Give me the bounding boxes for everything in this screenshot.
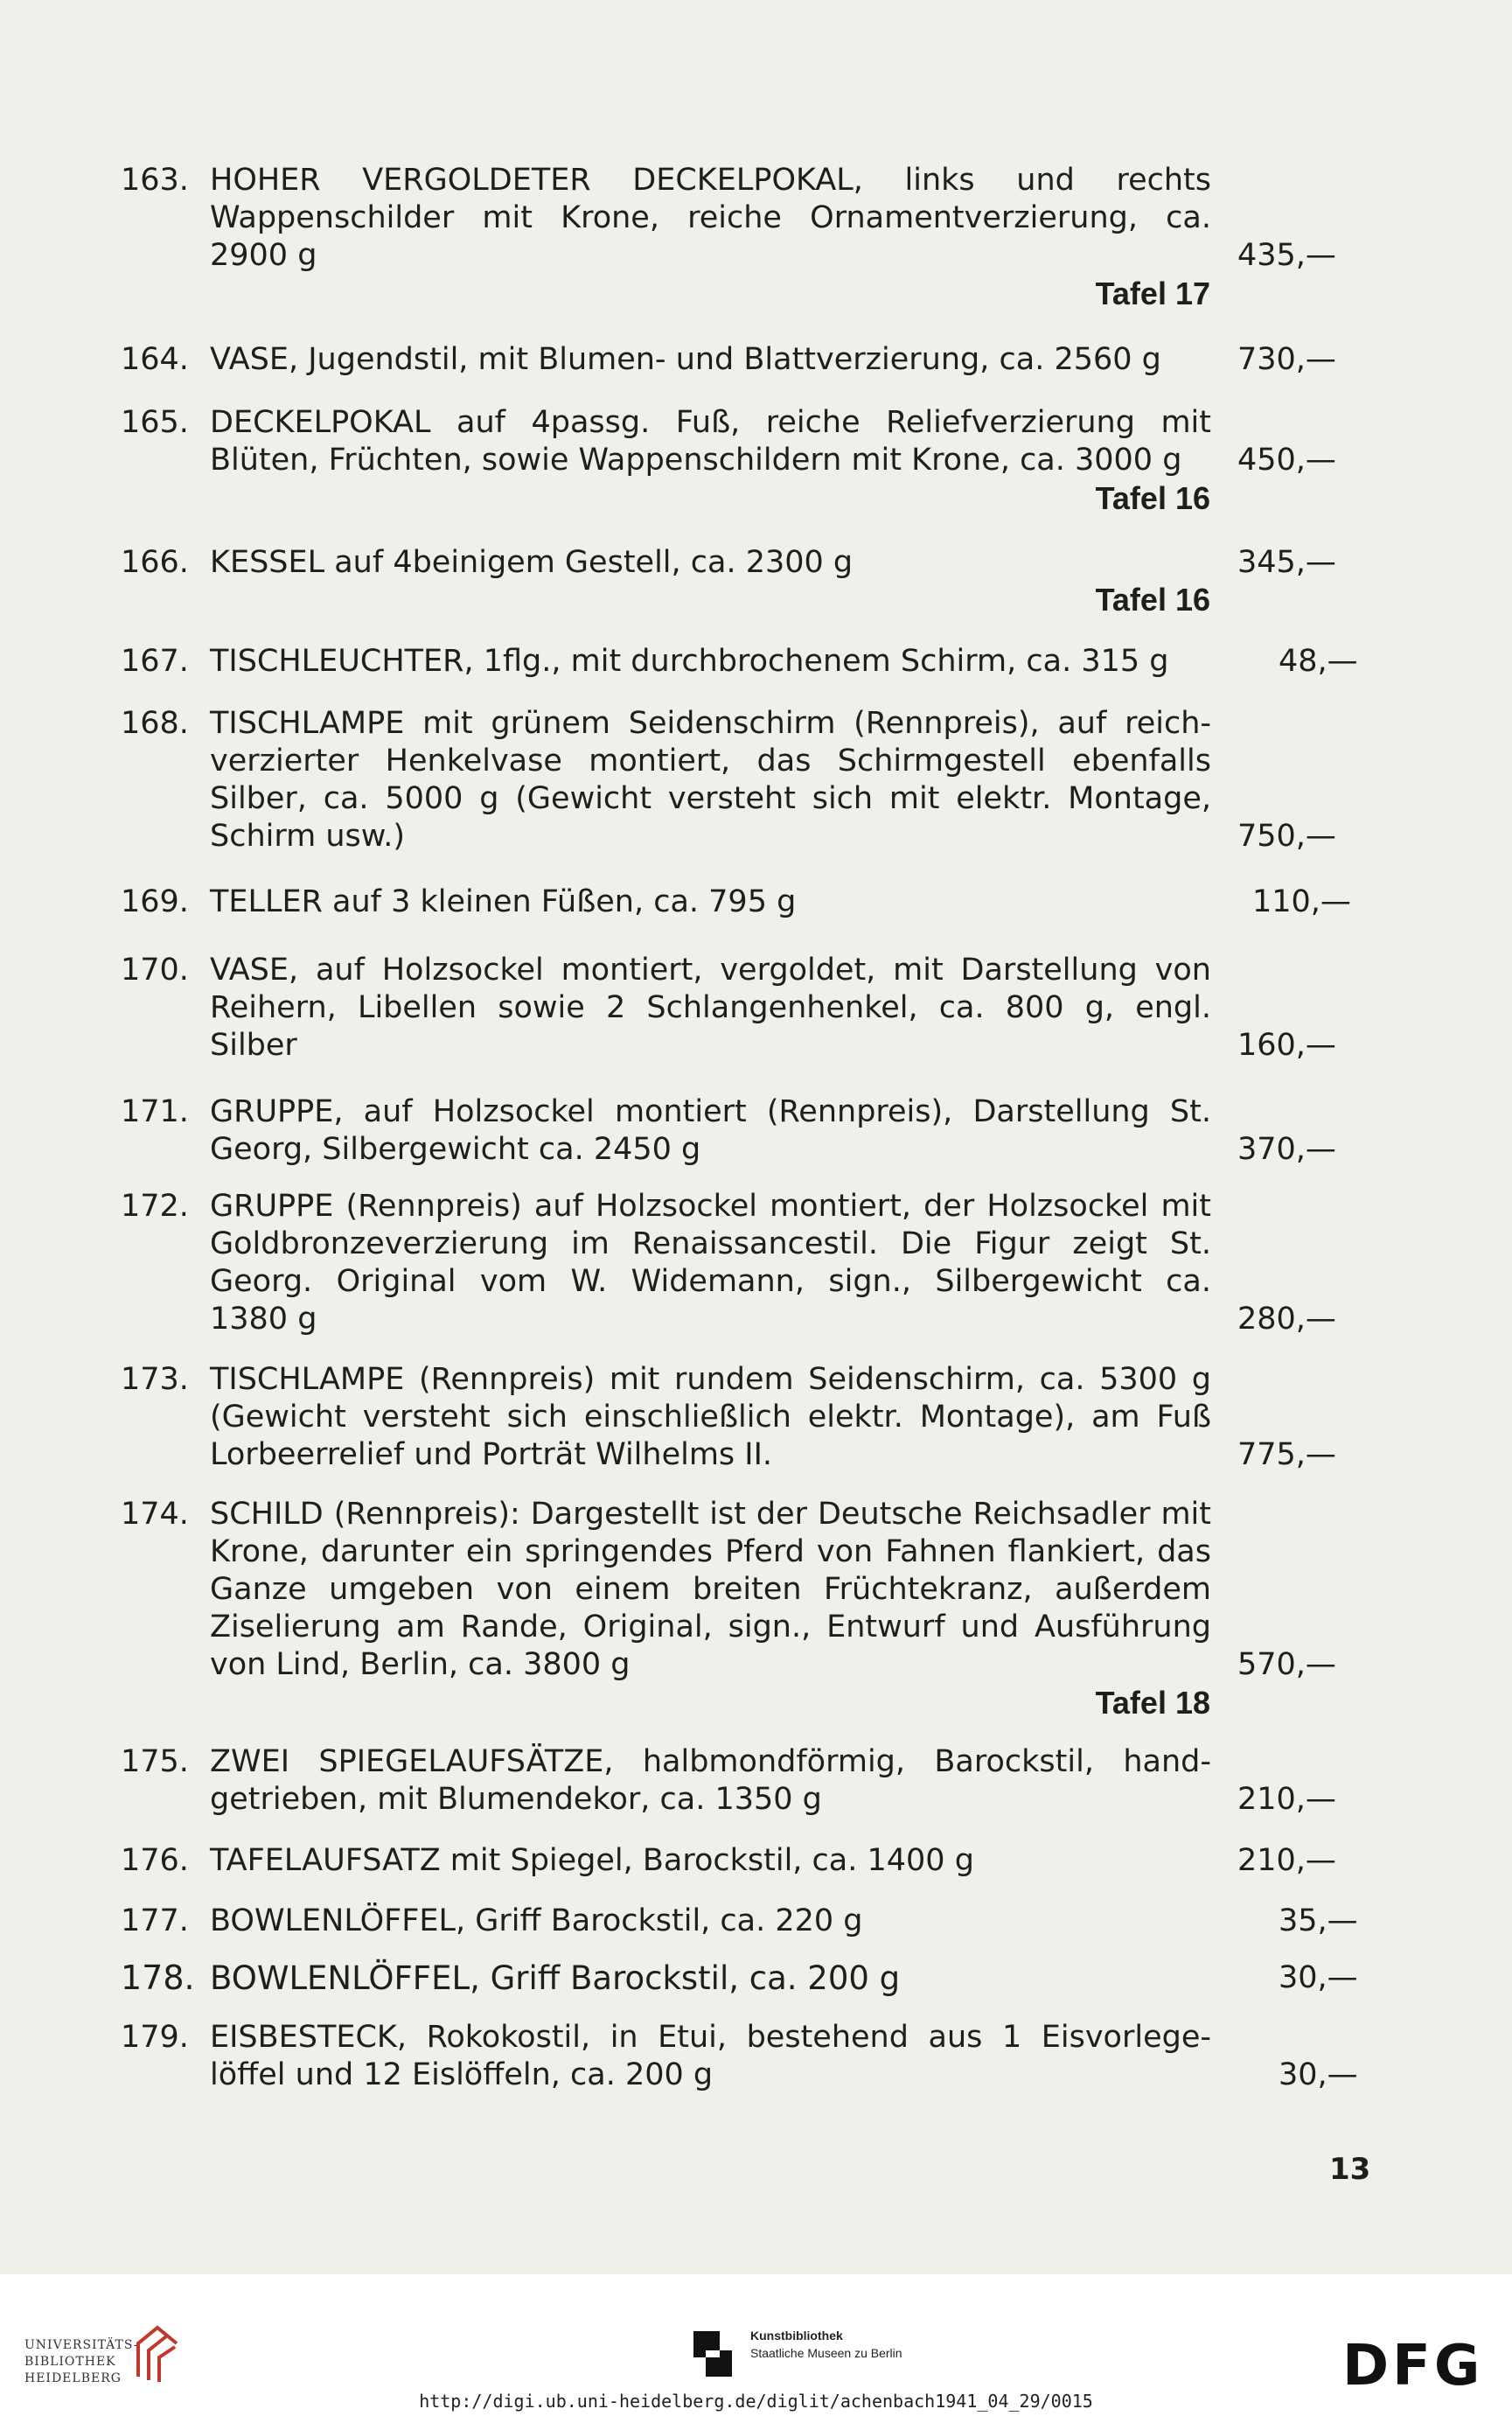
- entry-line: Ziselierung am Rande, Original, sign., Entwurf und Ausführung: [210, 1610, 1211, 1644]
- entry-price: 210,—: [1237, 1843, 1336, 1878]
- kunstbibliothek-logo-text: [750, 2327, 978, 2362]
- entry-line: HOHER VERGOLDETER DECKELPOKAL, links und rechts: [210, 163, 1211, 198]
- entry-number: 172.: [121, 1189, 189, 1224]
- kunstbibliothek-subtitle: Staatliche Museen zu Berlin: [750, 2346, 902, 2360]
- entry-description: [210, 1496, 1211, 1684]
- entry-line: löffel und 12 Eislöffeln, ca. 200 g: [210, 2057, 714, 2092]
- entry-line: Georg. Original vom W. Widemann, sign., Silbergewicht ca.: [210, 1264, 1211, 1299]
- entry-price: 110,—: [1252, 884, 1351, 919]
- entry-line: VASE, auf Holzsockel montiert, vergoldet, mit Darstellung von: [210, 953, 1211, 988]
- entry-line: DECKELPOKAL auf 4passg. Fuß, reiche Reliefverzierung mit: [210, 405, 1211, 440]
- entry-price: 210,—: [1237, 1782, 1336, 1817]
- entry-line: BOWLENLÖFFEL, Griff Barockstil, ca. 200 g: [210, 1959, 901, 1997]
- entry-line: VASE, Jugendstil, mit Blumen- und Blattverzierung, ca. 2560 g: [210, 342, 1161, 377]
- entry-number: 176.: [121, 1843, 189, 1878]
- entry-number: 177.: [121, 1903, 189, 1938]
- entry-price: 730,—: [1237, 342, 1336, 377]
- heidelberg-library-logo-text: [24, 2337, 147, 2387]
- entry-number: 171.: [121, 1094, 189, 1129]
- entry-line: TISCHLAMPE (Rennpreis) mit rundem Seidenschirm, ca. 5300 g: [210, 1362, 1211, 1397]
- entry-line: Goldbronzeverzierung im Renaissancestil. Die Figur zeigt St.: [210, 1226, 1211, 1261]
- page-number: 13: [1329, 2152, 1371, 2187]
- entry-line: getrieben, mit Blumendekor, ca. 1350 g: [210, 1782, 822, 1817]
- entry-description: [210, 1959, 1211, 1997]
- entry-description: [210, 1842, 1211, 1880]
- entry-description: [210, 1743, 1211, 1819]
- entry-description: [210, 643, 1211, 681]
- entry-price: 35,—: [1279, 1903, 1358, 1938]
- heidelberg-library-logo-icon: [131, 2322, 184, 2385]
- entry-description: [210, 1361, 1211, 1474]
- entry-line: Blüten, Früchten, sowie Wappenschildern mit Krone, ca. 3000 g: [210, 443, 1182, 478]
- entry-line: Krone, darunter ein springendes Pferd von Fahnen flankiert, das: [210, 1534, 1211, 1569]
- entry-line: Silber, ca. 5000 g (Gewicht versteht sich mit elektr. Montage,: [210, 781, 1211, 816]
- entry-line: Georg, Silbergewicht ca. 2450 g: [210, 1132, 701, 1167]
- entry-description: [210, 2019, 1211, 2094]
- entry-line: Wappenschilder mit Krone, reiche Ornamentverzierung, ca.: [210, 200, 1211, 235]
- entry-price: 30,—: [1279, 1960, 1358, 1995]
- logo-line: UNIVERSITÄTS-: [24, 2338, 139, 2352]
- entry-price: 775,—: [1237, 1437, 1336, 1472]
- entry-line: TAFELAUFSATZ mit Spiegel, Barockstil, ca. 1400 g: [210, 1843, 974, 1878]
- entry-price: 48,—: [1279, 644, 1358, 679]
- entry-number: 170.: [121, 953, 189, 988]
- entry-line: TISCHLEUCHTER, 1flg., mit durchbrochenem Schirm, ca. 315 g: [210, 644, 1169, 679]
- dfg-logo: DFG: [1342, 2334, 1484, 2399]
- entry-price: 435,—: [1237, 238, 1336, 273]
- logo-line: HEIDELBERG: [24, 2371, 122, 2385]
- source-url[interactable]: http://digi.ub.uni-heidelberg.de/diglit/achenbach1941_04_29/0015: [419, 2391, 1093, 2412]
- entry-description: [210, 952, 1211, 1065]
- entry-price: 30,—: [1279, 2057, 1358, 2092]
- kunstbibliothek-logo-icon: [693, 2331, 739, 2377]
- entry-line: Schirm usw.): [210, 819, 405, 854]
- entry-price: 450,—: [1237, 443, 1336, 478]
- entry-number: 169.: [121, 884, 189, 919]
- entry-description: [210, 1188, 1211, 1338]
- entry-line: Reihern, Libellen sowie 2 Schlangenhenkel, ca. 800 g, engl.: [210, 990, 1211, 1025]
- entry-description: [210, 162, 1211, 275]
- entry-line: BOWLENLÖFFEL, Griff Barockstil, ca. 220 g: [210, 1903, 863, 1938]
- entry-number: 168.: [121, 706, 189, 741]
- entry-description: [210, 1093, 1211, 1169]
- entry-price: 370,—: [1237, 1132, 1336, 1167]
- entry-plate-reference: Tafel 16: [1095, 582, 1210, 618]
- kunstbibliothek-name: Kunstbibliothek: [750, 2329, 843, 2343]
- entry-number: 175.: [121, 1744, 189, 1779]
- entry-line: Lorbeerrelief und Porträt Wilhelms II.: [210, 1437, 773, 1472]
- entry-price: 750,—: [1237, 819, 1336, 854]
- entry-number: 166.: [121, 545, 189, 580]
- entry-number: 179.: [121, 2020, 189, 2055]
- entry-number: 173.: [121, 1362, 189, 1397]
- entry-number: 165.: [121, 405, 189, 440]
- entry-description: [210, 883, 1211, 921]
- entry-line: EISBESTECK, Rokokostil, in Etui, bestehend aus 1 Eisvorlege-: [210, 2020, 1211, 2055]
- entry-plate-reference: Tafel 18: [1095, 1685, 1210, 1721]
- entry-line: GRUPPE (Rennpreis) auf Holzsockel montiert, der Holzsockel mit: [210, 1189, 1211, 1224]
- entry-line: verzierter Henkelvase montiert, das Schirmgestell ebenfalls: [210, 744, 1211, 779]
- entry-plate-reference: Tafel 16: [1095, 480, 1210, 516]
- entry-line: TELLER auf 3 kleinen Füßen, ca. 795 g: [210, 884, 797, 919]
- entry-number: 167.: [121, 644, 189, 679]
- entry-price: 280,—: [1237, 1302, 1336, 1337]
- entry-description: [210, 341, 1211, 379]
- entry-line: Silber: [210, 1028, 297, 1063]
- entry-price: 345,—: [1237, 545, 1336, 580]
- entry-line: 1380 g: [210, 1302, 317, 1337]
- entry-number: 178.: [121, 1959, 195, 1997]
- entry-description: [210, 1903, 1211, 1940]
- entry-price: 160,—: [1237, 1028, 1336, 1063]
- entry-number: 174.: [121, 1497, 189, 1532]
- entry-line: GRUPPE, auf Holzsockel montiert (Rennpreis), Darstellung St.: [210, 1094, 1211, 1129]
- entry-price: 570,—: [1237, 1647, 1336, 1682]
- entry-description: [210, 544, 1211, 582]
- entry-description: [210, 705, 1211, 855]
- logo-line: BIBLIOTHEK: [24, 2355, 116, 2369]
- entry-line: Ganze umgeben von einem breiten Früchtekranz, außerdem: [210, 1572, 1211, 1607]
- entry-line: (Gewicht versteht sich einschließlich elektr. Montage), am Fuß: [210, 1400, 1211, 1435]
- entry-number: 164.: [121, 342, 189, 377]
- entry-line: von Lind, Berlin, ca. 3800 g: [210, 1647, 631, 1682]
- entry-line: TISCHLAMPE mit grünem Seidenschirm (Rennpreis), auf reich-: [210, 706, 1211, 741]
- entry-line: ZWEI SPIEGELAUFSÄTZE, halbmondförmig, Barockstil, hand-: [210, 1744, 1211, 1779]
- entry-number: 163.: [121, 163, 189, 198]
- entry-line: SCHILD (Rennpreis): Dargestellt ist der Deutsche Reichsadler mit: [210, 1497, 1211, 1532]
- entry-description: [210, 404, 1211, 479]
- entry-line: 2900 g: [210, 238, 317, 273]
- entry-plate-reference: Tafel 17: [1095, 276, 1210, 311]
- entry-line: KESSEL auf 4beinigem Gestell, ca. 2300 g: [210, 545, 854, 580]
